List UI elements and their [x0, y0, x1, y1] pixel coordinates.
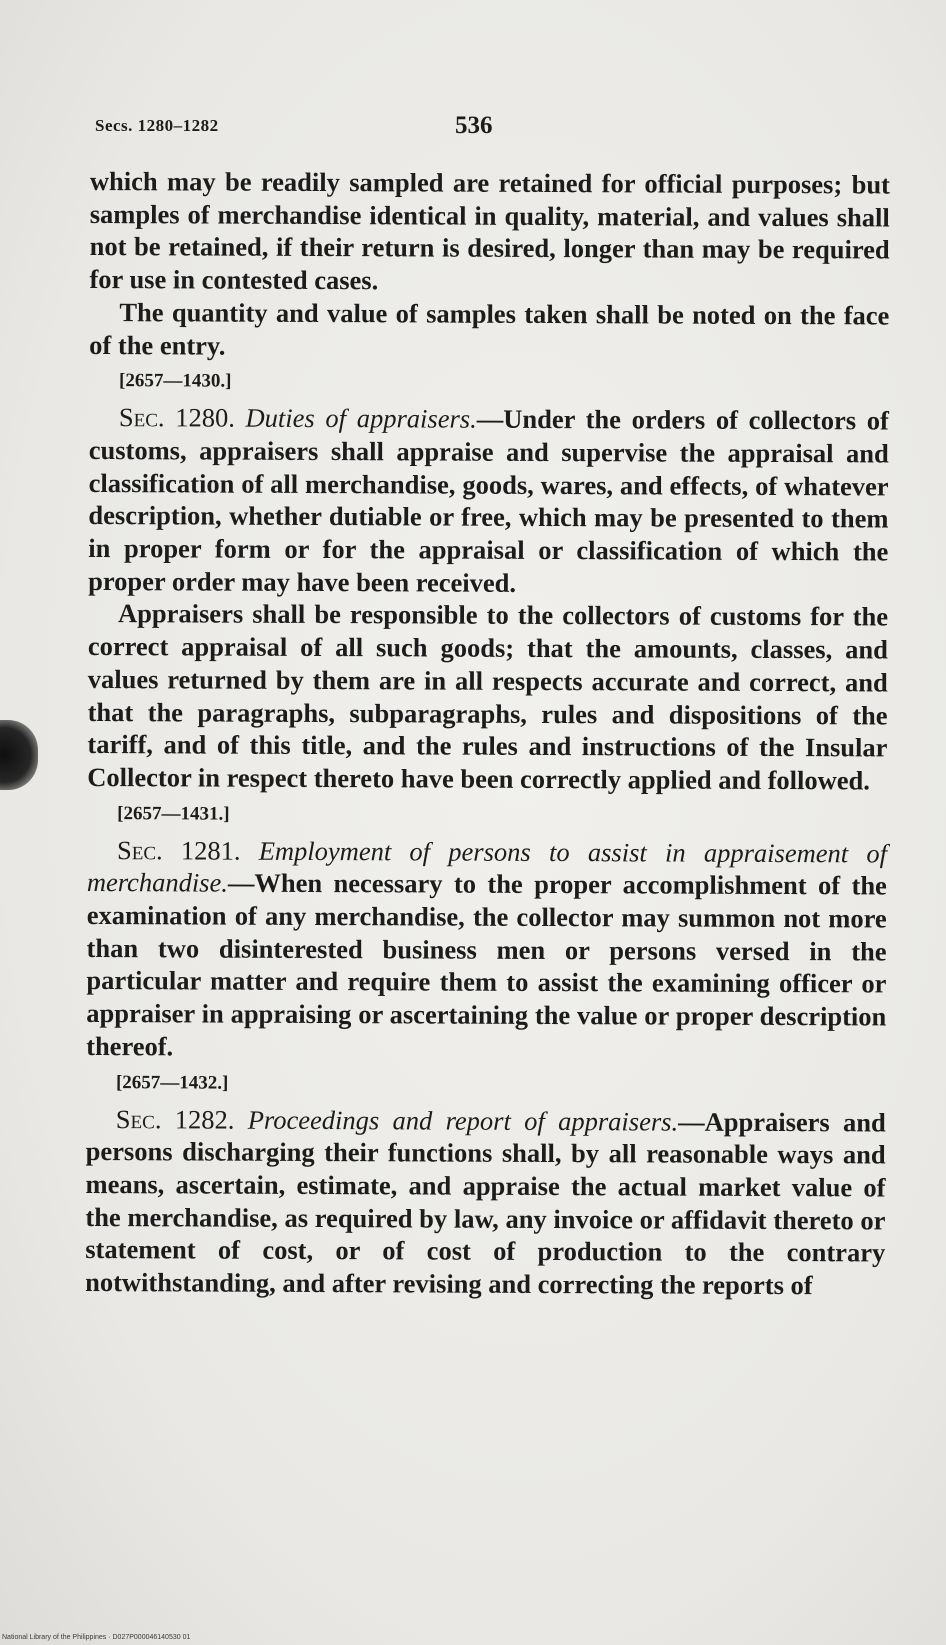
section-text: —Under the orders of collectors of customs, appraisers shall appraise and supervise the appraisal and classification of all merchandise, goods, wares, and effects, of whatever description, whether dutiable or free, which may be presented to them in proper form or for the appraisal or classification of which the proper order may have been received.	[88, 403, 889, 598]
paragraph: The quantity and value of samples taken shall be noted on the face of the entry.	[89, 296, 890, 361]
section-text: —Appraisers and persons discharging their functions shall, by all reasonable ways and means, ascertain, estimate, and appraise the actual market value of the merchandise, as required by law, any invoice or affidavit thereto or statement of cost, or of cost of production to the contrary notwithstanding, and after revising and correcting the reports of	[85, 1106, 886, 1301]
footer-credit: National Library of the Philippines · D027P000046140530 01	[2, 1634, 191, 1641]
section-range: Secs. 1280–1282	[95, 116, 219, 135]
binding-shadow	[0, 720, 38, 790]
section-label: Sec. 1280.	[118, 402, 235, 433]
running-head	[95, 112, 895, 142]
section-label: Sec. 1281.	[116, 834, 241, 866]
section-1280	[88, 401, 889, 601]
section-text: —When necessary to the proper accomplishment of the examination of any merchandise, the collector may summon not more than two disinterested business men or persons versed in the particular matter and require them to assist the examining officer or appraiser in appraising or ascertaining the value or proper description thereof.	[86, 867, 887, 1062]
page-number: 536	[455, 112, 493, 139]
section-heading: Proceedings and report of appraisers.	[247, 1104, 679, 1137]
paragraph-continued: which may be readily sampled are retained for official purposes; but samples of merchandise identical in quality, material, and values shall not be retained, if their return is desired, longer than may be required for use in contested cases.	[89, 165, 890, 296]
section-1281	[86, 834, 887, 1066]
citation: [2657—1432.]	[115, 1071, 229, 1094]
section-heading: Employment of persons to assist in appraisement of merchandise.	[86, 835, 888, 898]
citation: [2657—1430.]	[119, 370, 232, 392]
section-label: Sec. 1282.	[115, 1103, 235, 1135]
citation: [2657—1431.]	[117, 802, 230, 825]
paragraph: Appraisers shall be responsible to the collectors of customs for the correct appraisal of all such goods; that the amounts, classes, and values returned by them are in all respects accurate and correct, and that the paragraphs, subparagraphs, rules and dispositions of the tariff, and of this title, and the rules and instructions of the Insular Collector in respect thereto have been correctly applied and followed.	[87, 598, 889, 796]
section-1282	[85, 1103, 886, 1303]
body-text	[85, 165, 890, 1302]
section-heading: Duties of appraisers.	[245, 402, 477, 434]
